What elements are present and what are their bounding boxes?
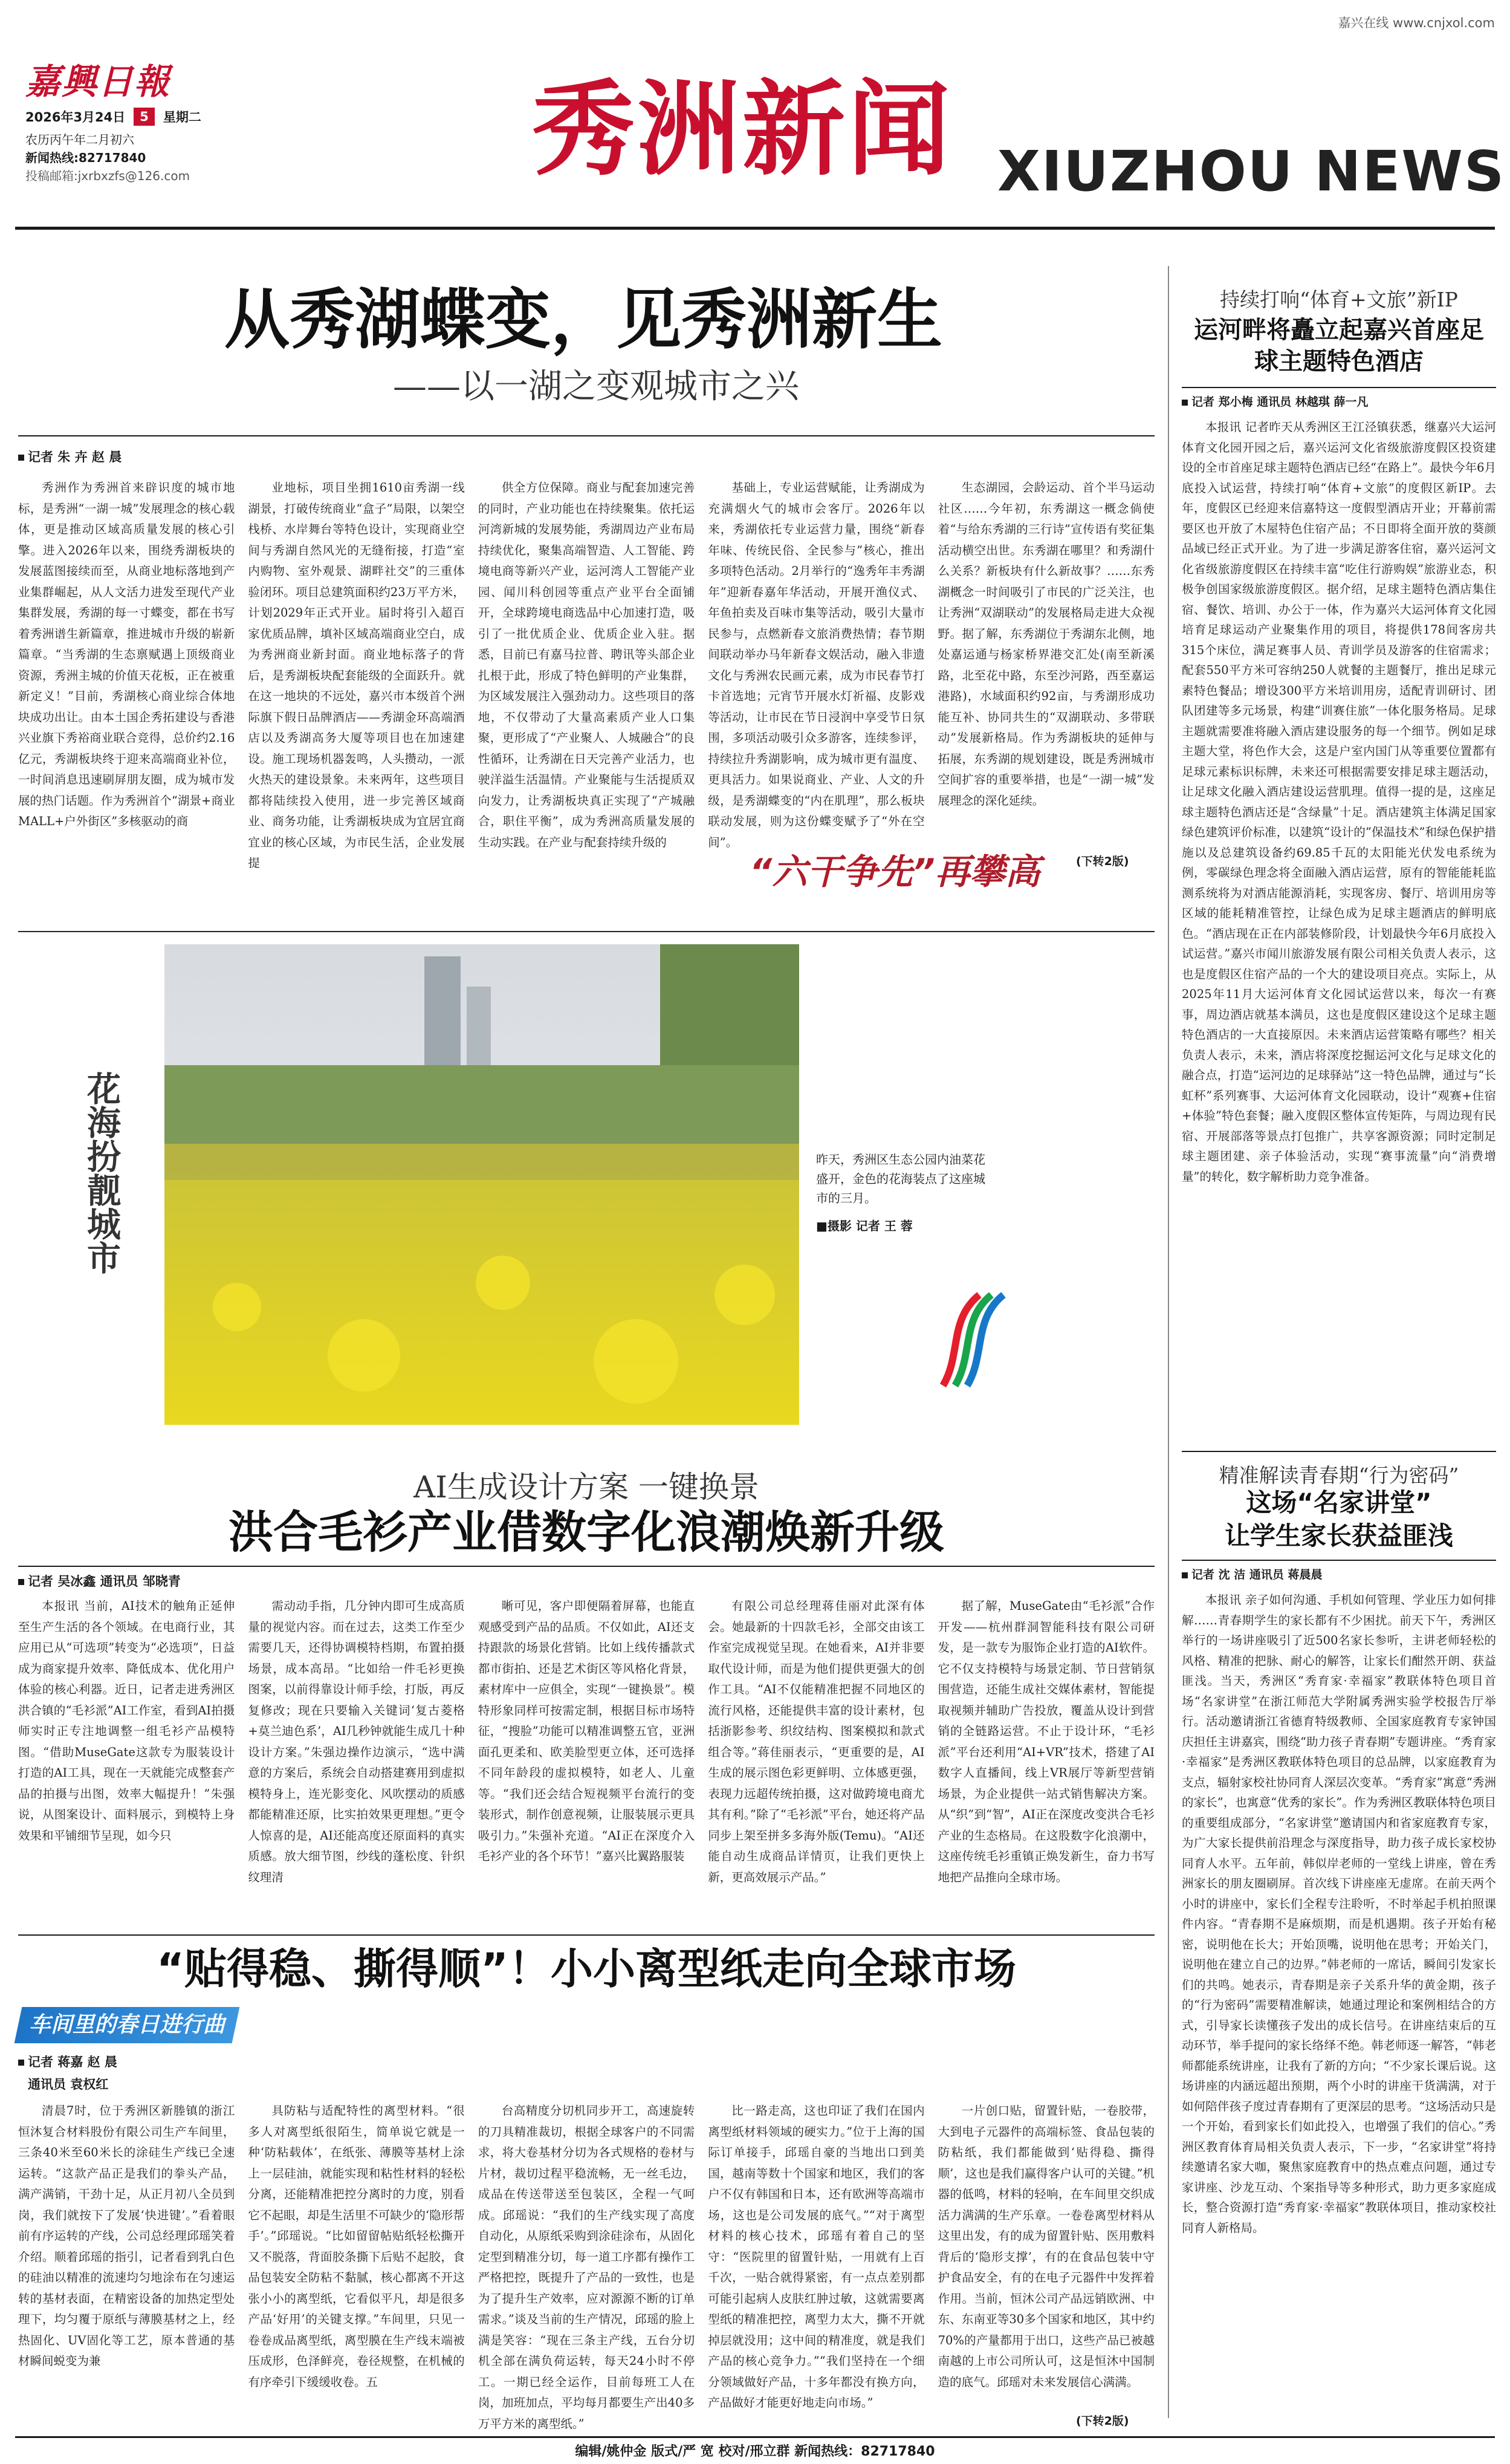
- mid-col-1: 本报讯 当前，AI技术的触角正延伸至生产生活的各个领域。在电商行业，其应用已从“可选项”转变为“必选项”，日益成为商家提升效率、降低成本、优化用户体验的核心利器。近日，记者走进秀洲区洪合镇的“毛衫派”AI工作室，看到AI拍摄师实时正专注地调整一组毛衫产品模特图。“借助MuseGate这款专为服装设计打造的AI工具，现在一天就能完成整套产品的拍摄与出图，效率大幅提升！”朱强说，从图案设计、面料展示，到模特上身效果和平铺细节呈现，如今只: [18, 1599, 235, 1843]
- site-url[interactable]: 嘉兴在线 www.cnjxol.com: [1338, 16, 1495, 30]
- mid-rule: [18, 1566, 1155, 1567]
- bottom-byline-1: 记者 蒋嘉 赵 晨: [18, 2052, 117, 2070]
- lead-col-4: 基础上，专业运营赋能，让秀湖成为充满烟火气的城市会客厅。2026年以来，秀湖依托专业运营力量，围绕“新春年味、传统民俗、全民参与”核心，推出多项特色活动。2月举行的“逸秀年丰秀湖年”迎新春嘉年华活动，开展开渔仪式、年鱼拍卖及百味市集等活动，吸引大量市民参与，点燃新春文旅消费热情；春节期间联动举办马年新春文娱活动，融入非遗文化与秀洲农民画元素，成为市民春节打卡首选地；元宵节开展水灯祈福、皮影戏等活动，让市民在节日浸润中享受节日氛围，多项活动吸引众多游客，连续参评，持续拉升秀湖影响，成为城市更有温度、更具活力。如果说商业、产业、人文的升级，是秀湖蝶变的“内在肌理”，那么板块联动发展，则为这份蝶变赋予了“外在空间”。: [708, 481, 925, 849]
- mid-body: [18, 1596, 1155, 2146]
- mid-col-2: 需动动手指，几分钟内即可生成高质量的视觉内容。而在过去，这类工作至少需要几天，还得协调模特档期，布置拍摄场景，成本高昂。“比如给一件毛衫更换图案，以前得靠设计师手绘，打版，再反复修改；现在只要输入关键词‘复古菱格+莫兰迪色系’，AI几秒钟就能生成几十种设计方案。”朱强边操作边演示，“选中满意的方案后，系统会自动搭建赛用到虚拟模特身上，连光影变化、风吹摆动的质感都能精准还原，比实拍效果更理想。”更令人惊喜的是，AI还能高度还原面料的真实质感。放大细节图，纱线的蓬松度、针织纹理清: [248, 1599, 465, 1884]
- lead-col-3: 供全方位保障。商业与配套加速完善的同时，产业功能也在持续聚集。依托运河湾新城的发展势能，秀湖周边产业布局持续优化，聚集高端智造、人工智能、跨境电商等新兴产业，运河湾人工智能产业园、闻川科创园等重点产业平台全面铺开，全球跨境电商选品中心加速打造，吸引了一批优质企业、优质企业入驻。据悉，目前已有嘉马拉普、聘讯等头部企业扎根于此，形成了特色鲜明的产业集群，为区域发展注入强劲动力。这些项目的落地，不仅带动了大量高素质产业人口集聚，更形成了“产业聚人、人城融合”的良性循环，让秀湖在日天完善产业活力，也驶洋溢生活温情。产业聚能与生活提质双向发力，让秀湖板块真正实现了“产城融合，职住平衡”，成为秀洲高质量发展的生动实践。在产业与配套持续升级的: [478, 481, 695, 849]
- lead-subtitle: ——以一湖之变观城市之兴: [393, 367, 799, 406]
- mid-col-5: 据了解，MuseGate由“毛衫派”合作开发——杭州群洞智能科技有限公司研发，是一款专为服饰企业打造的AI软件。它不仅支持模特与场景定制、节日营销氛围营造，还能生成社交媒体素材，智能提取视频并辅助广告投放，覆盖从设计到营销的全链路运营。不止于设计环，“毛衫派”平台还利用“AI+VR”技术，搭建了AI数字人直播间，线上VR展厅等新型营销场景，为企业提供一站式销售解决方案。从“织”到“智”，AI正在深度改变洪合毛衫产业的生态格局。在这股数字化浪潮中，这座传统毛衫重镇正焕发新生，奋力书写地把产品推向全球市场。: [938, 1599, 1155, 1884]
- right1-rule: [1182, 387, 1496, 388]
- mid-col-3: 晰可见，客户即便隔着屏幕，也能直观感受到产品的品质。不仅如此，AI还支持跟款的场景化营销。比如上线传播款式都市街拍、还是艺术街区等风格化背景，素材库中一应俱全，实现“一键换景”。模特形象同样可按需定制，根据目标市场特征，“搜脸”功能可以精准调整五官，亚洲面孔更柔和、欧美脸型更立体，还可选择不同年龄段的虚拟模特，如老人、儿童等。“我们还会结合短视频平台流行的变装形式，制作创意视频，让服装展示更具吸引力。”朱强补充道。“AI正在深度介入毛衫产业的各个环节！”嘉兴比翼路服装: [478, 1599, 695, 1863]
- bottom-col-4: 比一路走高，这也印证了我们在国内离型纸材料领域的硬实力。”位于上海的国际订单接手，邱瑶自豪的当地出口到美国，越南等数十个国家和地区，我们的客户不仅有韩国和日本，还有欧洲等高端市场，这也是公司发展的底气。”“对于离型材料的核心技术，邱瑶有着自己的坚守：“医院里的留置针贴，一用就有上百千次，一贴合就得紧密，有一点点差别都可能引起病人皮肤红肿过敏，这就需要离型纸的精准把控，离型力太大，撕不开就掉层就没用；这中间的精准度，就是我们产品的核心竞争力。”“我们坚持在一个细分领域做好产品，十多年都没有换方向，产品做好才能更好地走向市场。”: [708, 2104, 925, 2410]
- lead-title: 从秀湖蝶变，见秀洲新生: [224, 282, 942, 358]
- right2-top-rule: [1182, 1451, 1496, 1452]
- right1-kicker: 持续打响“体育+文旅”新IP: [1220, 288, 1458, 311]
- bottom-title: “贴得稳、撕得顺”！小小离型纸走向全球市场: [156, 1944, 1016, 1994]
- bottom-col-3: 台高精度分切机同步开工，高速旋转的刀具精准裁切，根据全球客户的不同需求，将大卷基材分切为各式规格的卷材与片材，裁切过程平稳流畅，无一丝毛边，成品在传送带送至包装区，全程一气呵成。邱瑶说：“我们的生产线实现了高度自动化，从原纸采购到涂硅涂布，从固化定型到精准分切，每一道工序都有操作工严格把控，既提升了产品的一致性，也是为了提升生产效率，应对源源不断的订单需求。”谈及当前的生产情况，邱瑶的脸上满是笑容：“现在三条主产线，五台分切机全部在满负荷运转，每天24小时不停工。一期已经全运作，目前每班工人在岗，加班加点，平均每月都要生产出40多万平方米的离型纸。”: [478, 2104, 695, 2431]
- masthead-rule: [15, 227, 1495, 230]
- section-tag-text: 车间里的春日进行曲: [28, 2012, 225, 2037]
- paper-logo: 嘉興日報: [25, 61, 171, 102]
- issue-date-row: [25, 108, 201, 126]
- bottom-byline-2: 通讯员 袁权红: [28, 2077, 109, 2092]
- lead-rule: [18, 435, 1155, 436]
- lead-continue[interactable]: (下转2版): [1076, 855, 1129, 868]
- contribution-email: 投稿邮箱:jxrbxzfs@126.com: [25, 169, 190, 183]
- mid-byline: 记者 吴冰鑫 通讯员 邹晓青: [18, 1572, 181, 1590]
- mid-title: 洪合毛衫产业借数字化浪潮焕新升级: [228, 1506, 944, 1558]
- right2-body: 本报讯 亲子如何沟通、手机如何管理、学业压力如何排解……青春期学生的家长都有不少困扰。前天下午，秀洲区举行的一场讲座吸引了近500名家长参听，主讲老师轻松的风格、精准的把脉、耐心的解答，让家长们酣然开朗、获益匪浅。当天，秀洲区“秀育家·幸福家”教联体特色项目首场“名家讲堂”在浙江师范大学附属秀洲实验学校报告厅举行。活动邀请浙江省德育特级教师、全国家庭教育专家钟国庆担任主讲嘉宾，围绕“助力孩子青春期”专题讲座。“秀育家·幸福家”是秀洲区教联体特色项目的总品牌，以家庭教育为支点，辐射家校社协同育人深层次变革。“秀育家”寓意“秀洲的家长”，也寓意“优秀的家长”。作为秀洲区教联体特色项目的重要组成部分，“名家讲堂”邀请国内和省家庭教育专家，为广大家长提供前沿理念与深度指导，助力孩子成长家校协同育人水平。五年前，韩似岸老师的一堂线上讲座，曾在秀洲家长的朋友圈刷屏。首次线下讲座座无虚席。在前天两个小时的讲座中，家长们全程专注聆听，不时举起手机拍照课件内容。“青春期不是麻烦期，而是机遇期。孩子开始有秘密，说明他在长大；开始顶嘴，说明他在思考；开始关门，说明他在建立自己的边界。”韩老师的一席话，瞬间引发家长们的共鸣。她表示，青春期是亲子关系升华的黄金期，孩子的“行为密码”需要精准解读，她通过理论和案例相结合的方式，引导家长读懂孩子发出的成长信号。在讲座结束后的互动环节，举手提问的家长络绎不绝。韩老师逐一解答，“韩老师都能系统讲座，让我有了新的方向；“不少家长课后说。这场讲座的内涵远超出预期，两个小时的讲座干货满满，对于如何陪伴孩子度过青春期有了更深层的思考。“这场活动只是一个开始，看到家长们如此投入，也增强了我们的信心。”秀洲区教育体育局相关负责人表示，下一步，“名家讲堂”将持续邀请名家大咖，聚焦家庭教育中的热点难点问题，通过专家讲座、沙龙互动、个案指导等多种形式，助力更多家庭成长，整合资源打造“秀育家·幸福家”教联体项目，推动家校社同育人新格局。: [1182, 1593, 1496, 2235]
- section-title-cn: 秀洲新闻: [532, 70, 953, 190]
- bottom-continue[interactable]: (下转2版): [1076, 2414, 1129, 2428]
- bottom-col-5: 一片创口贴，留置针贴，一卷胶带，大到电子元器件的高端标签、食品包装的防粘纸，我们都能做到‘贴得稳、撕得顺’，这也是我们赢得客户认可的关键。”机器的低鸣，材料的轻响，在车间里交织成活力满满的生产乐章。一卷卷离型材料从这里出发，有的成为留置针贴、医用敷料背后的‘隐形支撑’，有的在食品包装中守护食品安全，有的在电子元器件中发挥着作用。当前，恒沐公司产品远销欧洲、中东、东南亚等30多个国家和地区，其中约70%的产量都用于出口，这些产品已被越南越的上市公司所认可，这是恒沐中国制造的底气。邱瑶对未来发展信心满满。: [938, 2104, 1155, 2389]
- lead-col-1: 秀洲作为秀洲首来辟识度的城市地标，是秀洲“一湖一城”发展理念的核心载体，更是推动区域高质量发展的核心引擎。进入2026年以来，围绕秀湖板块的发展蓝图接续而至，从商业地标落地到产业集群崛起，从人文活力进发至现代产业集群发展，秀湖的每一寸蝶变，都在书写着秀洲谱生新篇章，推进城市升级的崭新篇章。“当秀湖的生态禀赋遇上顶级商业资源，秀洲主城的价值天花板，正在被重新定义！”目前，秀湖核心商业综合体地块成功出让。由本土国企秀拓建设与香港兴业旗下秀裕商业联合竞得，总价约2.16亿元，秀湖板块终于迎来高端商业补位，一时间消息迅速刷屏朋友圈，成为城市发展的热门话题。作为秀洲首个“湖景+商业MALL+户外街区”多核驱动的商: [18, 481, 235, 828]
- footer-rule: [15, 2436, 1495, 2438]
- right2-title-1: 这场“名家讲堂”: [1246, 1488, 1432, 1517]
- footer-credits: 编辑/姚仲金 版式/严 宽 校对/邢立群 新闻热线：82717840: [575, 2444, 935, 2459]
- section-tag: [15, 2007, 240, 2043]
- bottom-top-rule: [18, 1934, 1155, 1936]
- column-divider: [1168, 266, 1169, 2418]
- right2-kicker: 精准解读青春期“行为密码”: [1219, 1464, 1459, 1487]
- right1-byline: 记者 郑小梅 通讯员 林越琪 薛一凡: [1182, 393, 1368, 409]
- mid-kicker: AI生成设计方案 一键换景: [413, 1470, 759, 1505]
- photo-credit: ■摄影 记者 王 蓉: [816, 1219, 913, 1233]
- lead-byline: 记者 朱 卉 赵 晨: [18, 447, 122, 465]
- photo-frame: [18, 931, 1155, 1427]
- weekday: 星期二: [163, 110, 201, 125]
- right1-body: 本报讯 记者昨天从秀洲区王江泾镇获悉，继嘉兴大运河体育文化园开园之后，嘉兴运河文化省级旅游度假区投资建设的全市首座足球主题特色酒店已经“在路上”。最快今年6月底投入试运营，持续打响“体育+文旅”的度假区新IP。去年，度假区已经迎来信嘉特这一度假型酒店开业；开幕前需要区也开放了木屋特色住宿产品；不日即将全面开放的葵颜品域已经正式开业。为了进一步满足游客住宿，嘉兴运河文化省级旅游度假区在持续丰富“吃住行游购娱”旅游业态，积极争创国家级旅游度假区。据介绍，足球主题特色酒店集住宿、餐饮、培训、办公于一体，作为嘉兴大运河体育文化园培育足球运动产业聚集作用的项目，将提供178间客房共315个床位，满足赛事人员、青训学员及游客的住宿需求；配套550平方米可容纳250人就餐的主题餐厅，推出足球元素特色餐品；增设300平方米培训用房，适配青训研讨、团队团建等多元场景，构建“训赛住旅”一体化服务格局。足球主题就需要准将融入酒店建设服务的每一个细节。例如足球主题大堂，将色作大会，这是户室内国门从等重要位置都有足球元素标识标牌，未来还可根据需要安排足球主题活动，让足球文化融入酒店建设运营肌理。值得一提的是，这座足球主题特色酒店还是“含绿量”十足。酒店建筑主体满足国家绿色建筑评价标准，以建筑“设计的”保温技术”和绿色保护措施以及总建筑设备约69.85千瓦的太阳能光伏发电系统为例，零碳绿色理念将全面融入酒店运营，原有的智能能耗监测系统将为对酒店能源消耗，实现客房、餐厅、培训用房等区域的能耗精准管控，让绿色成为足球主题酒店的鲜明底色。“酒店现在正在内部装修阶段，计划最快今年6月底投入试运营。”嘉兴市闻川旅游发展有限公司相关负责人表示，这也是度假区住宿产品的一个大的建设项目亮点。实际上，从2025年11月大运河体育文化园试运营以来，每次一有赛事，周边酒店就基本满员，这也是度假区建设这个足球主题特色酒店的一大直接原因。未来酒店运营策略有哪些？相关负责人表示，未来，酒店将深度挖掘运河文化与足球文化的融合点，打造“运河边的足球驿站”这一特色品牌，通过与“长虹杯”系列赛事、大运河体育文化园联动，设计“观赛+住宿+体验”特色套餐；融入度假区整体宣传矩阵，与周边现有民宿、开展部落等景点打包推广，共享客源资源；同时定制足球主题团建、亲子体验活动，实现“赛事流量”向“消费增量”的转化，数字解析助力竞争准备。: [1182, 420, 1496, 1184]
- issue-date: 2026年3月24日: [25, 110, 126, 125]
- right1-title: 运河畔将矗立起嘉兴首座足球主题特色酒店: [1194, 316, 1484, 375]
- right2-title-2: 让学生家长获益匪浅: [1224, 1521, 1453, 1551]
- bottom-col-2: 具防粘与适配特性的离型材料。“很多人对离型纸很陌生，简单说它就是一种‘防粘载体’，在纸张、薄膜等基材上涂上一层硅油，就能实现和粘性材料的轻松分离，还能精准把控分离时的力度，别看它不起眼，却是生活里不可缺少的‘隐形帮手’。”邱瑶说。“比如留留帖贴纸轻松撕开又不脱落，背面胶条撕下后贴不起胶，食品包装安全防粘不黏腻，核心都离不开这张小小的离型纸，它看似平凡，却是很多产品‘好用’的关键支撑。”车间里，只见一卷卷成品离型纸，离型膜在生产线末端被压成形，色泽鲜亮，卷径规整，在机械的有序牵引下缓缓收卷。五: [248, 2104, 465, 2389]
- hotline: 新闻热线:82717840: [25, 151, 146, 165]
- section-title-en: XIUZHOU NEWS: [997, 139, 1506, 204]
- lead-col-2: 业地标，项目坐拥1610亩秀湖一线湖景，打破传统商业“盒子”局限，以架空栈桥、水岸舞台等特色设计，实现商业空间与秀湖自然风光的无缝衔接，打造“室内购物、室外观景、湖畔社交”的三重体验闭环。项目总建筑面积约23万平方米，计划2029年正式开业。届时将引入超百家优质品牌，填补区域高端商业空白，成为秀洲商业新封面。商业地标落子的背后，是秀湖板块配套能级的全面跃升。就在这一地块的不远处，嘉兴市本级首个洲际旗下假日品牌酒店——秀湖金环高端酒店以及秀湖高务大厦等项目也在加速建设。施工现场机器轰鸣，人头攒动，一派火热天的建设景象。未来两年，这些项目都将陆续投入使用，进一步完善区域商业、商务功能，让秀湖板块成为宜居宜商宜业的核心区域，为市民生活，企业发展提: [248, 481, 465, 870]
- campaign-banner: “六干争先”再攀高: [750, 851, 1040, 892]
- rapeseed-photo: [164, 944, 799, 1425]
- bottom-col-1: 清晨7时，位于秀洲区新塍镇的浙江恒沐复合材料股份有限公司生产车间里，三条40米至60米长的涂硅生产线已全速运转。“这款产品正是我们的拳头产品，满产满销，干劲十足，从正月初八全员到岗，我们就按下了发展‘快进键’。”看着眼前有序运转的产线，公司总经理邱瑶笑着介绍。顺着邱瑶的指引，记者看到乳白色的硅油以精准的流速均匀地涂布在匀速运转的基材表面，在精密设备的加热定型处理下，均匀覆于原纸与薄膜基材之上，经热固化、UV固化等工艺，原本普通的基材瞬间蜕变为兼: [18, 2104, 235, 2368]
- lead-col-5: 生态湖园，会龄运动、首个半马运动社区……今年初，东秀湖这一概念倘使着“与给东秀湖的三行诗”宣传语有奖征集活动横空出世。东秀湖在哪里？和秀湖什么关系？新板块有什么新故事？……东秀湖概念一时间吸引了市民的广泛关注，也让秀洲“双湖联动”的发展格局走进大众视野。据了解，东秀湖位于秀湖东北侧，地处嘉运通与杨家桥界港交汇处(南至新溪路，北至花中路，东至沙河路，西至嘉运港路)，水域面积约92亩，与秀湖形成功能互补、协同共生的“双湖联动、多带联动”发展新格局。作为秀湖板块的延伸与拓展，东秀湖的规划建设，既是秀洲城市空间扩容的重要举措，也是“一湖一城”发展理念的深化延续。: [938, 481, 1155, 808]
- page-badge: 5: [134, 108, 155, 126]
- lunar-date: 农历丙午年二月初六: [25, 132, 134, 147]
- photo-caption: 昨天，秀洲区生态公园内油菜花盛开，金色的花海装点了这座城市的三月。: [816, 1152, 985, 1205]
- mid-col-4: 有限公司总经理蒋佳丽对此深有体会。她最新的十四款毛衫，全部交由该工作室完成视觉呈现。在她看来，AI并非要取代设计师，而是为他们提供更强大的创作工具。“AI不仅能精准把握不同地区的流行风格，还能提供丰富的设计素材，包括浙影参考、织纹结构、图案模拟和款式组合等。”蒋佳丽表示，“更重要的是，AI生成的展示图色彩更鲜明、立体感更强，表现力远超传统拍摄，这对做跨境电商尤其有利。”除了“毛衫派”平台，她还将产品同步上架至拼多多海外版(Temu)。“AI还能自动生成商品详情页，让我们更快上新，更高效展示产品。”: [708, 1599, 925, 1884]
- right2-rule: [1182, 1560, 1496, 1561]
- photo-vertical-title: 花海扮靓城市: [82, 1071, 122, 1274]
- right2-byline: 记者 沈 洁 通讯员 蒋晨晨: [1182, 1566, 1322, 1582]
- campaign-logo-icon: [925, 1283, 1022, 1404]
